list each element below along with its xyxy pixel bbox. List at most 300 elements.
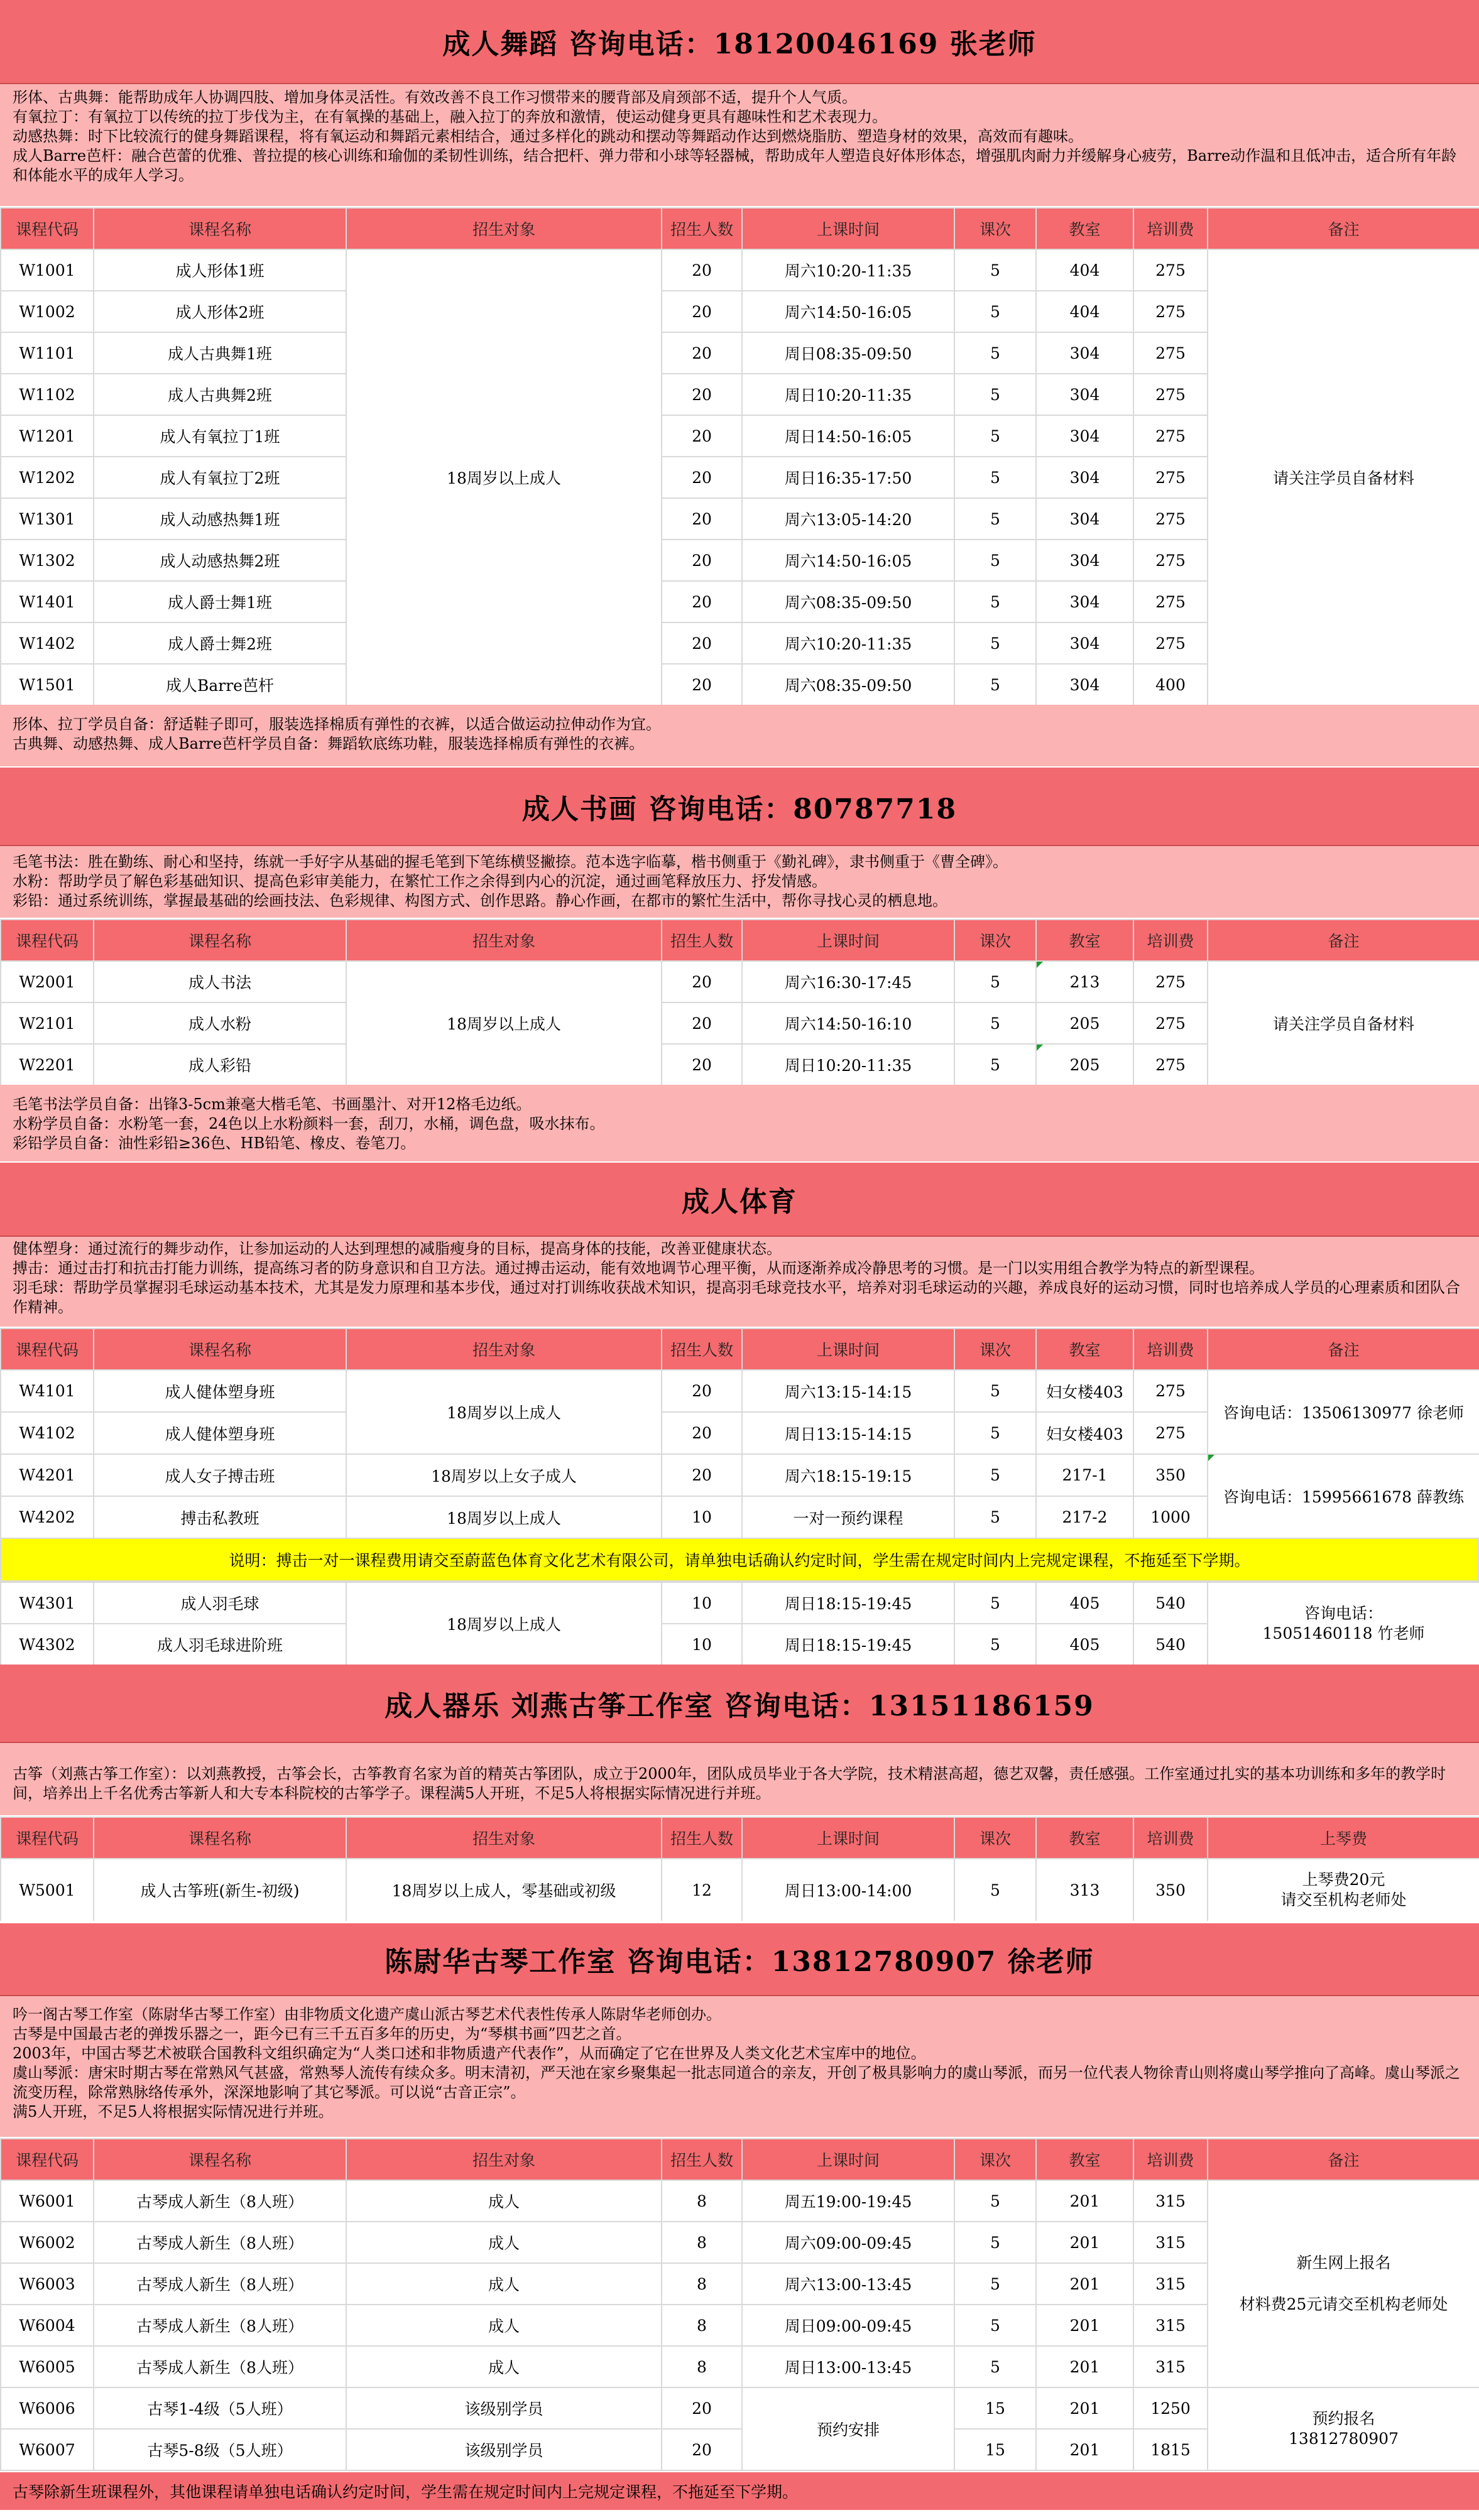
section-note-art [0, 1085, 1479, 1163]
course-code: W1001 [1, 249, 94, 291]
desc-line: 搏击：通过击打和抗击打能力训练，提高练习者的防身意识和自卫方法。通过搏击运动，能有效地调节心理平衡，从而逐渐养成冷静思考的习惯。是一门以实用组合教学为特点的新型课程。 [13, 1259, 1264, 1277]
course-code: W1102 [1, 374, 94, 415]
enrollment: 20 [662, 457, 742, 498]
fee: 315 [1133, 2222, 1208, 2263]
fee: 275 [1133, 1412, 1208, 1454]
classroom: 304 [1036, 540, 1133, 581]
remark-cell: 咨询电话：13506130977 徐老师 [1208, 1370, 1479, 1454]
classroom: 304 [1036, 457, 1133, 498]
header-cell: 招生对象 [346, 2139, 662, 2180]
classroom: 313 [1036, 1859, 1133, 1921]
table-header [1, 208, 1479, 249]
section-desc-dance [0, 84, 1479, 207]
header-cell: 课程名称 [94, 208, 346, 249]
enrollment: 10 [662, 1582, 742, 1624]
header-cell: 培训费 [1133, 1817, 1208, 1859]
course-name: 古琴成人新生（8人班） [94, 2263, 346, 2305]
course-name: 古琴5-8级（5人班） [94, 2429, 346, 2470]
remark-cell [1208, 2387, 1479, 2470]
classroom: 304 [1036, 664, 1133, 705]
sessions: 15 [954, 2387, 1036, 2429]
fee: 540 [1133, 1582, 1208, 1624]
classroom: 201 [1036, 2429, 1133, 2470]
schedule: 周五19:00-19:45 [742, 2180, 954, 2222]
classroom: 201 [1036, 2263, 1133, 2305]
schedule: 周日16:35-17:50 [742, 457, 954, 498]
remark-line: 预约报名 [1312, 2409, 1375, 2428]
classroom: 304 [1036, 622, 1133, 664]
table-row [1, 961, 1479, 1002]
course-code: W2101 [1, 1002, 94, 1044]
enrollment: 20 [662, 291, 742, 332]
section-note-dance [0, 705, 1479, 768]
classroom: 405 [1036, 1582, 1133, 1624]
fee: 275 [1133, 961, 1208, 1002]
header-cell: 教室 [1036, 1817, 1133, 1859]
sessions: 5 [954, 1002, 1036, 1044]
fee: 315 [1133, 2263, 1208, 2305]
enrollment: 20 [662, 498, 742, 540]
fee: 275 [1133, 374, 1208, 415]
header-cell: 招生人数 [662, 1817, 742, 1859]
schedule: 周日14:50-16:05 [742, 415, 954, 457]
table-header [1, 1328, 1479, 1370]
header-cell: 招生对象 [346, 1328, 662, 1370]
schedule: 预约安排 [742, 2387, 954, 2470]
classroom: 304 [1036, 498, 1133, 540]
course-code: W1401 [1, 581, 94, 622]
header-cell: 上课时间 [742, 920, 954, 961]
classroom: 304 [1036, 332, 1133, 374]
fee: 540 [1133, 1624, 1208, 1665]
classroom: 201 [1036, 2387, 1133, 2429]
course-table-badminton [0, 1582, 1479, 1666]
course-code: W4302 [1, 1624, 94, 1665]
schedule: 周六14:50-16:05 [742, 291, 954, 332]
header-cell: 招生对象 [346, 920, 662, 961]
course-table-guqin [0, 2138, 1479, 2471]
sessions: 5 [954, 2305, 1036, 2346]
course-name: 成人羽毛球进阶班 [94, 1624, 346, 1665]
enrollment: 20 [662, 540, 742, 581]
fee: 275 [1133, 249, 1208, 291]
sessions: 5 [954, 2222, 1036, 2263]
course-name: 成人Barre芭杆 [94, 664, 346, 705]
course-table-sports [0, 1328, 1479, 1539]
remark-line: 材料费25元请交至机构老师处 [1239, 2295, 1448, 2313]
desc-line: 彩铅：通过系统训练，掌握最基础的绘画技法、色彩规律、构图方式、创作思路。静心作画，在都市的繁忙生活中，帮你寻找心灵的栖息地。 [13, 892, 947, 910]
fee: 315 [1133, 2180, 1208, 2222]
schedule: 周六09:00-09:45 [742, 2222, 954, 2263]
fee: 275 [1133, 415, 1208, 457]
section-desc-art [0, 846, 1479, 919]
course-name: 古琴成人新生（8人班） [94, 2305, 346, 2346]
sessions: 5 [954, 961, 1036, 1002]
header-cell: 培训费 [1133, 1328, 1208, 1370]
enrollment: 20 [662, 664, 742, 705]
schedule: 周六13:00-13:45 [742, 2263, 954, 2305]
sessions: 5 [954, 1370, 1036, 1412]
header-cell: 课次 [954, 920, 1036, 961]
section-desc-instrument [0, 1743, 1479, 1817]
course-name: 古琴成人新生（8人班） [94, 2180, 346, 2222]
fee: 315 [1133, 2305, 1208, 2346]
desc-line: 健体塑身：通过流行的舞步动作，让参加运动的人达到理想的减脂瘦身的目标，提高身体的技能，改善亚健康状态。 [13, 1240, 782, 1257]
course-code: W4101 [1, 1370, 94, 1412]
header-cell: 招生人数 [662, 208, 742, 249]
header-cell: 备注 [1208, 1328, 1479, 1370]
header-cell: 课程代码 [1, 208, 94, 249]
enrollment: 20 [662, 2429, 742, 2470]
sessions: 5 [954, 2346, 1036, 2387]
enrollment: 20 [662, 374, 742, 415]
sessions: 5 [954, 1582, 1036, 1624]
enrollment: 20 [662, 249, 742, 291]
schedule: 周六18:15-19:15 [742, 1454, 954, 1496]
classroom: 213 [1036, 961, 1133, 1002]
course-table-guzheng [0, 1817, 1479, 1922]
course-name: 成人形体1班 [94, 249, 346, 291]
guqin-footer-note: 古琴除新生班课程外，其他课程请单独电话确认约定时间，学生需在规定时间内上完规定课程，不拖延至下学期。 [0, 2472, 1479, 2510]
fee: 275 [1133, 1370, 1208, 1412]
remark-line: 咨询电话： [1304, 1604, 1383, 1622]
sessions: 5 [954, 664, 1036, 705]
enrollment: 20 [662, 1412, 742, 1454]
table-row [1, 1370, 1479, 1412]
header-cell: 备注 [1208, 2139, 1479, 2180]
course-code: W4202 [1, 1496, 94, 1538]
course-name: 成人健体塑身班 [94, 1370, 346, 1412]
desc-line: 毛笔书法：胜在勤练、耐心和坚持，练就一手好字从基础的握毛笔到下笔练横竖撇捺。范本选字临摹，楷书侧重于《勤礼碑》，隶书侧重于《曹全碑》。 [13, 853, 1008, 871]
course-code: W6005 [1, 2346, 94, 2387]
header-cell: 招生对象 [346, 208, 662, 249]
section-title-instrument: 成人器乐 刘燕古筝工作室 咨询电话：13151186159 [0, 1665, 1479, 1743]
course-name: 成人书法 [94, 961, 346, 1002]
section-desc-sports [0, 1237, 1479, 1328]
desc-line: 有氧拉丁：有氧拉丁以传统的拉丁步伐为主，在有氧操的基础上，融入拉丁的奔放和激情，使运动健身更具有趣味性和艺术表现力。 [13, 108, 887, 126]
remark-line: 13812780907 [1289, 2430, 1399, 2448]
course-name: 搏击私教班 [94, 1496, 346, 1538]
fee: 350 [1133, 1859, 1208, 1921]
schedule: 周六14:50-16:05 [742, 540, 954, 581]
enrollment: 20 [662, 415, 742, 457]
classroom: 妇女楼403 [1036, 1370, 1133, 1412]
course-name: 成人动感热舞1班 [94, 498, 346, 540]
course-code: W1002 [1, 291, 94, 332]
desc-line: 2003年，中国古琴艺术被联合国教科文组织确定为“人类口述和非物质遗产代表作”，从而确定了它在世界及人类文化艺术宝库中的地位。 [13, 2045, 926, 2062]
classroom: 304 [1036, 374, 1133, 415]
schedule: 周日13:00-14:00 [742, 1859, 954, 1921]
course-code: W6004 [1, 2305, 94, 2346]
sessions: 5 [954, 1624, 1036, 1665]
header-cell: 课次 [954, 2139, 1036, 2180]
header-cell: 课程代码 [1, 1328, 94, 1370]
course-code: W5001 [1, 1859, 94, 1921]
sessions: 5 [954, 581, 1036, 622]
fee-line: 上琴费20元 [1302, 1871, 1385, 1889]
schedule: 周六10:20-11:35 [742, 622, 954, 664]
desc-line: 满5人开班，不足5人将根据实际情况进行并班。 [13, 2103, 334, 2121]
sessions: 5 [954, 457, 1036, 498]
remark-cell: 咨询电话：15995661678 薛教练 [1208, 1454, 1479, 1538]
target-cell: 18周岁以上成人 [346, 1582, 662, 1665]
desc-line: 成人Barre芭杆：融合芭蕾的优雅、普拉提的核心训练和瑜伽的柔韧性训练，结合把杆、弹力带和小球等轻器械，帮助成年人塑造良好体形体态，增强肌肉耐力并缓解身心疲劳，Barre动作温和且低冲击，适合所有年龄和体能水平的成年人学习。 [13, 147, 1457, 184]
table-header [1, 920, 1479, 961]
header-cell: 课程名称 [94, 2139, 346, 2180]
schedule: 周日10:20-11:35 [742, 1044, 954, 1085]
enrollment: 20 [662, 332, 742, 374]
header-cell: 备注 [1208, 208, 1479, 249]
course-code: W1302 [1, 540, 94, 581]
schedule: 周日13:00-13:45 [742, 2346, 954, 2387]
table-header [1, 1817, 1479, 1859]
sessions: 5 [954, 249, 1036, 291]
remark-cell: 请关注学员自备材料 [1208, 249, 1479, 705]
fee: 275 [1133, 457, 1208, 498]
course-code: W2001 [1, 961, 94, 1002]
fee-line: 请交至机构老师处 [1280, 1891, 1407, 1909]
course-code: W1202 [1, 457, 94, 498]
course-name: 古琴成人新生（8人班） [94, 2346, 346, 2387]
course-name: 成人女子搏击班 [94, 1454, 346, 1496]
desc-line: 形体、古典舞：能帮助成年人协调四肢、增加身体灵活性。有效改善不良工作习惯带来的腰背部及肩颈部不适，提升个人气质。 [13, 89, 857, 106]
course-name: 成人羽毛球 [94, 1582, 346, 1624]
sessions: 5 [954, 498, 1036, 540]
schedule: 周六13:15-14:15 [742, 1370, 954, 1412]
header-cell: 培训费 [1133, 2139, 1208, 2180]
header-cell: 课次 [954, 1817, 1036, 1859]
note-line: 古典舞、动感热舞、成人Barre芭杆学员自备：舞蹈软底练功鞋，服装选择棉质有弹性的衣裤。 [13, 735, 645, 752]
sessions: 5 [954, 540, 1036, 581]
enrollment: 20 [662, 622, 742, 664]
desc-line: 水粉：帮助学员了解色彩基础知识、提高色彩审美能力，在繁忙工作之余得到内心的沉淀，通过画笔释放压力、抒发情感。 [13, 872, 827, 890]
course-name: 成人形体2班 [94, 291, 346, 332]
course-code: W4201 [1, 1454, 94, 1496]
course-name: 成人有氧拉丁2班 [94, 457, 346, 498]
target-cell: 18周岁以上成人 [346, 1496, 662, 1538]
sessions: 5 [954, 291, 1036, 332]
course-code: W2201 [1, 1044, 94, 1085]
target-cell: 18周岁以上成人，零基础或初级 [346, 1859, 662, 1921]
enrollment: 8 [662, 2180, 742, 2222]
sessions: 5 [954, 622, 1036, 664]
course-table-dance [0, 207, 1479, 706]
classroom: 304 [1036, 415, 1133, 457]
section-title-art: 成人书画 咨询电话：80787718 [0, 768, 1479, 846]
header-cell: 课程名称 [94, 1817, 346, 1859]
header-cell: 上课时间 [742, 2139, 954, 2180]
header-cell: 课程名称 [94, 1328, 346, 1370]
boxing-notice: 说明：搏击一对一课程费用请交至蔚蓝色体育文化艺术有限公司，请单独电话确认约定时间，学生需在规定时间内上完规定课程，不拖延至下学期。 [0, 1538, 1479, 1582]
header-cell: 教室 [1036, 920, 1133, 961]
sessions: 5 [954, 415, 1036, 457]
fee: 400 [1133, 664, 1208, 705]
enrollment: 20 [662, 961, 742, 1002]
header-cell: 上课时间 [742, 1328, 954, 1370]
desc-line: 古筝（刘燕古筝工作室）：以刘燕教授，古筝会长，古筝教育名家为首的精英古筝团队，成立于2000年，团队成员毕业于各大学院，技术精湛高超，德艺双馨，责任感强。工作室通过扎实的基本功训练和多年的教学时间，培养出上千名优秀古筝新人和大专本科院校的古筝学子。课程满5人开班，不足5人将根据实际情况进行并班。 [13, 1765, 1446, 1802]
sessions: 5 [954, 1454, 1036, 1496]
course-table-art [0, 919, 1479, 1086]
header-cell: 课次 [954, 208, 1036, 249]
enrollment: 12 [662, 1859, 742, 1921]
schedule: 周日18:15-19:45 [742, 1624, 954, 1665]
enrollment: 10 [662, 1624, 742, 1665]
header-cell: 招生人数 [662, 920, 742, 961]
course-code: W4301 [1, 1582, 94, 1624]
header-cell: 教室 [1036, 1328, 1133, 1370]
sessions: 5 [954, 2263, 1036, 2305]
table-row [1, 249, 1479, 291]
sessions: 5 [954, 374, 1036, 415]
course-name: 成人水粉 [94, 1002, 346, 1044]
sessions: 5 [954, 1496, 1036, 1538]
section-title-sports: 成人体育 [0, 1163, 1479, 1237]
header-cell: 上课时间 [742, 1817, 954, 1859]
header-cell: 招生对象 [346, 1817, 662, 1859]
course-code: W6002 [1, 2222, 94, 2263]
header-cell: 教室 [1036, 208, 1133, 249]
fee: 275 [1133, 332, 1208, 374]
classroom: 201 [1036, 2346, 1133, 2387]
schedule: 周日18:15-19:45 [742, 1582, 954, 1624]
target-cell: 成人 [346, 2222, 662, 2263]
course-code: W4102 [1, 1412, 94, 1454]
course-code: W1101 [1, 332, 94, 374]
header-cell: 课程名称 [94, 920, 346, 961]
target-cell: 18周岁以上成人 [346, 961, 662, 1085]
target-cell: 成人 [346, 2180, 662, 2222]
instrument-fee-cell [1208, 1859, 1479, 1921]
table-row [1, 1859, 1479, 1921]
course-name: 成人古典舞2班 [94, 374, 346, 415]
course-code: W1201 [1, 415, 94, 457]
course-name: 古琴成人新生（8人班） [94, 2222, 346, 2263]
schedule: 周日09:00-09:45 [742, 2305, 954, 2346]
schedule: 周日08:35-09:50 [742, 332, 954, 374]
course-code: W1402 [1, 622, 94, 664]
schedule: 周六16:30-17:45 [742, 961, 954, 1002]
course-name: 成人动感热舞2班 [94, 540, 346, 581]
course-name: 成人有氧拉丁1班 [94, 415, 346, 457]
classroom: 404 [1036, 249, 1133, 291]
section-title-guqin: 陈尉华古琴工作室 咨询电话：13812780907 徐老师 [0, 1921, 1479, 1996]
target-cell: 18周岁以上成人 [346, 249, 662, 705]
target-cell: 成人 [346, 2305, 662, 2346]
classroom: 217-1 [1036, 1454, 1133, 1496]
classroom: 205 [1036, 1044, 1133, 1085]
schedule: 周六14:50-16:10 [742, 1002, 954, 1044]
classroom: 妇女楼403 [1036, 1412, 1133, 1454]
course-code: W1501 [1, 664, 94, 705]
fee: 1000 [1133, 1496, 1208, 1538]
course-name: 成人爵士舞1班 [94, 581, 346, 622]
header-cell: 课次 [954, 1328, 1036, 1370]
fee: 1250 [1133, 2387, 1208, 2429]
schedule: 周六08:35-09:50 [742, 581, 954, 622]
course-code: W1301 [1, 498, 94, 540]
table-row [1, 1454, 1479, 1496]
table-header [1, 2139, 1479, 2180]
enrollment: 20 [662, 1002, 742, 1044]
schedule: 周六13:05-14:20 [742, 498, 954, 540]
enrollment: 20 [662, 581, 742, 622]
header-cell: 课程代码 [1, 1817, 94, 1859]
header-cell: 上琴费 [1208, 1817, 1479, 1859]
enrollment: 8 [662, 2305, 742, 2346]
target-cell: 成人 [346, 2346, 662, 2387]
header-cell: 课程代码 [1, 2139, 94, 2180]
header-cell: 上课时间 [742, 208, 954, 249]
header-cell: 培训费 [1133, 920, 1208, 961]
schedule: 周六10:20-11:35 [742, 249, 954, 291]
sessions: 5 [954, 1044, 1036, 1085]
enrollment: 20 [662, 1370, 742, 1412]
schedule: 周日13:15-14:15 [742, 1412, 954, 1454]
table-row [1, 2180, 1479, 2222]
classroom: 304 [1036, 581, 1133, 622]
desc-line: 羽毛球：帮助学员掌握羽毛球运动基本技术，尤其是发力原理和基本步伐，通过对打训练收获战术知识，提高羽毛球竞技水平，培养对羽毛球运动的兴趣，养成良好的运动习惯，同时也培养成人学员的心理素质和团队合作精神。 [13, 1279, 1460, 1316]
enrollment: 20 [662, 1044, 742, 1085]
header-cell: 课程代码 [1, 920, 94, 961]
course-name: 成人古筝班(新生-初级) [94, 1859, 346, 1921]
note-line: 水粉学员自备：水粉笔一套，24色以上水粉颜料一套，刮刀，水桶，调色盘，吸水抹布。 [13, 1115, 605, 1132]
fee: 275 [1133, 581, 1208, 622]
header-cell: 教室 [1036, 2139, 1133, 2180]
sessions: 5 [954, 332, 1036, 374]
classroom: 201 [1036, 2180, 1133, 2222]
course-name: 成人彩铅 [94, 1044, 346, 1085]
enrollment: 20 [662, 1454, 742, 1496]
classroom: 405 [1036, 1624, 1133, 1665]
fee: 315 [1133, 2346, 1208, 2387]
enrollment: 20 [662, 2387, 742, 2429]
fee: 1815 [1133, 2429, 1208, 2470]
target-cell: 18周岁以上成人 [346, 1370, 662, 1454]
section-title-dance: 成人舞蹈 咨询电话：18120046169 张老师 [0, 0, 1479, 84]
note-line: 彩铅学员自备：油性彩铅≥36色、HB铅笔、橡皮、卷笔刀。 [13, 1134, 416, 1152]
fee: 275 [1133, 622, 1208, 664]
course-code: W6003 [1, 2263, 94, 2305]
classroom: 205 [1036, 1002, 1133, 1044]
header-cell: 培训费 [1133, 208, 1208, 249]
remark-cell [1208, 1582, 1479, 1665]
sessions: 5 [954, 1412, 1036, 1454]
enrollment: 8 [662, 2263, 742, 2305]
header-cell: 备注 [1208, 920, 1479, 961]
desc-line: 虞山琴派：唐宋时期古琴在常熟风气甚盛，常熟琴人流传有续众多。明末清初，严天池在家乡聚集起一批志同道合的亲友，开创了极具影响力的虞山琴派，而另一位代表人物徐青山则将虞山琴学推向了高峰。虞山琴派之流变历程，除常熟脉络传承外，深深地影响了其它琴派。可以说“古音正宗”。 [13, 2064, 1460, 2101]
course-code: W6007 [1, 2429, 94, 2470]
fee: 275 [1133, 498, 1208, 540]
sessions: 5 [954, 1859, 1036, 1921]
schedule: 一对一预约课程 [742, 1496, 954, 1538]
classroom: 404 [1036, 291, 1133, 332]
note-line: 形体、拉丁学员自备：舒适鞋子即可，服装选择棉质有弹性的衣裤，以适合做运动拉伸动作为宜。 [13, 715, 661, 733]
remark-cell: 请关注学员自备材料 [1208, 961, 1479, 1085]
schedule: 周日10:20-11:35 [742, 374, 954, 415]
fee: 275 [1133, 540, 1208, 581]
fee: 275 [1133, 1044, 1208, 1085]
header-cell: 招生人数 [662, 1328, 742, 1370]
fee: 350 [1133, 1454, 1208, 1496]
course-code: W6001 [1, 2180, 94, 2222]
classroom: 201 [1036, 2222, 1133, 2263]
target-cell: 该级别学员 [346, 2429, 662, 2470]
desc-line: 古琴是中国最古老的弹拨乐器之一，距今已有三千五百多年的历史，为“琴棋书画”四艺之首。 [13, 2025, 631, 2043]
sessions: 15 [954, 2429, 1036, 2470]
enrollment: 10 [662, 1496, 742, 1538]
enrollment: 8 [662, 2346, 742, 2387]
target-cell: 18周岁以上女子成人 [346, 1454, 662, 1496]
